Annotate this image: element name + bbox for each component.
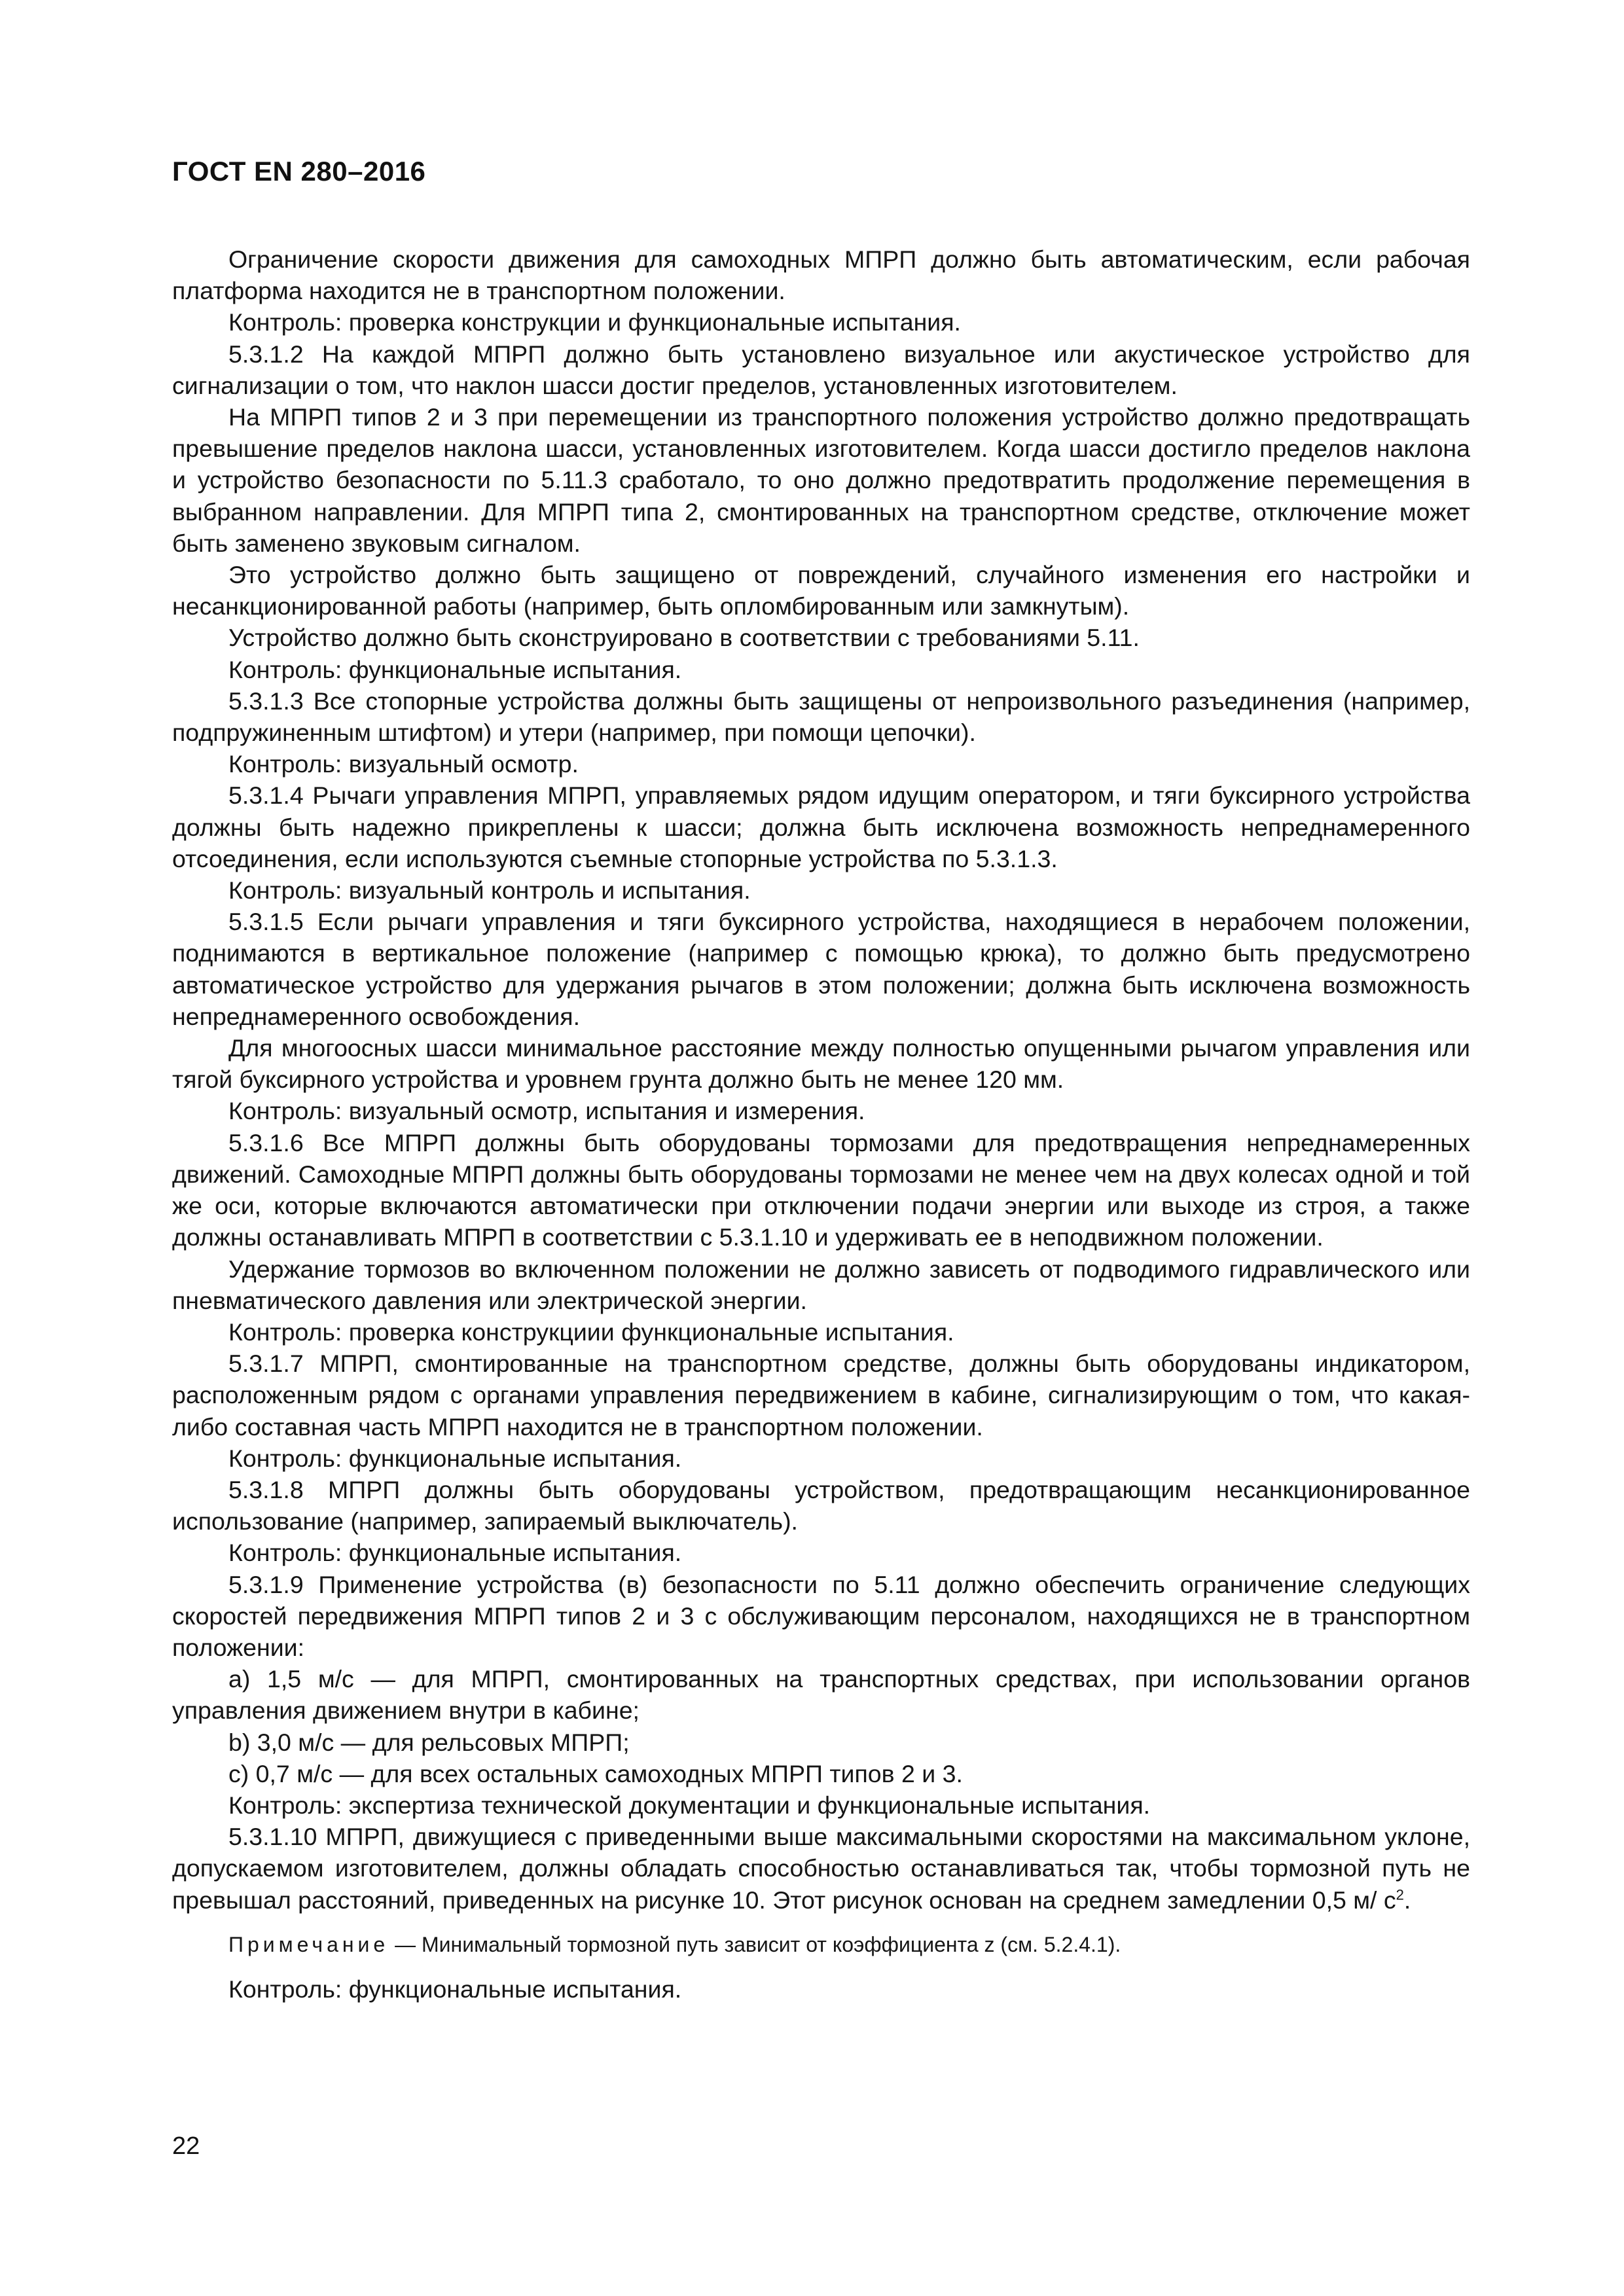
paragraph: Устройство должно быть сконструировано в соответствии с требованиями 5.11. [228, 624, 1140, 652]
paragraph: Контроль: визуальный осмотр. [228, 750, 579, 778]
paragraph: Удержание тормозов во включенном положении не должно зависеть от подводимого гидравлического или пневматического давления или электрической энергии. [172, 1255, 1470, 1314]
paragraph: Контроль: проверка конструкции и функциональные испытания. [228, 308, 961, 336]
paragraph-text: 5.3.1.10 МПРП, движущиеся с приведенными выше максимальными скоростями на максимальном уклоне, допускаемом изготовителем, должны обладать способностью останавливаться так, чтобы тормозной путь не превышал расстояний, приведенных на рисунке 10. Этот рисунок основан на среднем замедлении 0,5 м/ с [172, 1823, 1470, 1914]
paragraph: Контроль: визуальный осмотр, испытания и измерения. [228, 1097, 865, 1125]
paragraph: Контроль: экспертиза технической документации и функциональные испытания. [228, 1791, 1151, 1819]
list-item: a) 1,5 м/с — для МПРП, смонтированных на транспортных средствах, при использовании органов управления движением внутри в кабине; [172, 1665, 1470, 1725]
paragraph: 5.3.1.3 Все стопорные устройства должны быть защищены от непроизвольного разъединения (например, подпружиненным штифтом) и утери (например, при помощи цепочки). [172, 687, 1470, 747]
note-text: — Минимальный тормозной путь зависит от коэффициента z (см. 5.2.4.1). [389, 1932, 1121, 1956]
document-header: ГОСТ EN 280–2016 [172, 156, 426, 187]
list-item: c) 0,7 м/с — для всех остальных самоходных МПРП типов 2 и 3. [228, 1759, 963, 1787]
paragraph-with-superscript [172, 1821, 1470, 1916]
paragraph: 5.3.1.7 МПРП, смонтированные на транспортном средстве, должны быть оборудованы индикатором, расположенным рядом с органами управления передвижением в кабине, сигнализирующим о том, что какая-либо составная часть МПРП находится не в транспортном положении. [172, 1350, 1470, 1441]
superscript: 2 [1396, 1886, 1404, 1903]
paragraph-end: . [1403, 1886, 1411, 1914]
paragraph: 5.3.1.8 МПРП должны быть оборудованы устройством, предотвращающим несанкционированное использование (например, запираемый выключатель). [172, 1475, 1470, 1535]
paragraph: 5.3.1.6 Все МПРП должны быть оборудованы тормозами для предотвращения непреднамеренных движений. Самоходные МПРП должны быть оборудованы тормозами не менее чем на двух колесах одной и той же оси, которые включаются автоматически при отключении подачи энергии или выходе из строя, а также должны останавливать МПРП в соответствии с 5.3.1.10 и удерживать ее в неподвижном положении. [172, 1128, 1470, 1251]
paragraph: Контроль: визуальный контроль и испытания. [228, 876, 751, 905]
paragraph: Контроль: проверка конструкциии функциональные испытания. [228, 1318, 954, 1346]
paragraph: Это устройство должно быть защищено от повреждений, случайного изменения его настройки и несанкционированной работы (например, быть опломбированным или замкнутым). [172, 561, 1470, 620]
paragraph: На МПРП типов 2 и 3 при перемещении из транспортного положения устройство должно предотвращать превышение пределов наклона шасси, установленных изготовителем. Когда шасси достигло пределов наклона и устройство безопасности по 5.11.3 сработало, то оно должно предотвратить продолжение перемещения в выбранном направлении. Для МПРП типа 2, смонтированных на транспортном средстве, отключение может быть заменено звуковым сигналом. [172, 403, 1470, 557]
note-label: Примечание [228, 1932, 389, 1956]
document-body [172, 243, 1470, 2005]
list-item: b) 3,0 м/с — для рельсовых МПРП; [228, 1728, 630, 1756]
paragraph: Контроль: функциональные испытания. [228, 1444, 682, 1472]
paragraph: 5.3.1.5 Если рычаги управления и тяги буксирного устройства, находящиеся в нерабочем положении, поднимаются в вертикальное положение (например с помощью крюка), то должно быть предусмотрено автоматическое устройство для удержания рычагов в этом положении; должна быть исключена возможность непреднамеренного освобождения. [172, 908, 1470, 1030]
paragraph: Ограничение скорости движения для самоходных МПРП должно быть автоматическим, если рабочая платформа находится не в транспортном положении. [172, 245, 1470, 305]
paragraph: 5.3.1.9 Применение устройства (в) безопасности по 5.11 должно обеспечить ограничение следующих скоростей передвижения МПРП типов 2 и 3 с обслуживающим персоналом, находящихся не в транспортном положении: [172, 1570, 1470, 1661]
paragraph: Контроль: функциональные испытания. [228, 655, 682, 683]
page-number: 22 [172, 2132, 200, 2160]
paragraph: Для многоосных шасси минимальное расстояние между полностью опущенными рычагом управления или тягой буксирного устройства и уровнем грунта должно быть не менее 120 мм. [172, 1034, 1470, 1094]
paragraph: Контроль: функциональные испытания. [228, 1539, 682, 1567]
note [172, 1930, 1470, 1959]
paragraph: 5.3.1.4 Рычаги управления МПРП, управляемых рядом идущим оператором, и тяги буксирного устройства должны быть надежно прикреплены к шасси; должна быть исключена возможность непреднамеренного отсоединения, если используются съемные стопорные устройства по 5.3.1.3. [172, 781, 1470, 872]
paragraph: 5.3.1.2 На каждой МПРП должно быть установлено визуальное или акустическое устройство для сигнализации о том, что наклон шасси достиг пределов, установленных изготовителем. [172, 340, 1470, 399]
paragraph: Контроль: функциональные испытания. [228, 1975, 682, 2003]
